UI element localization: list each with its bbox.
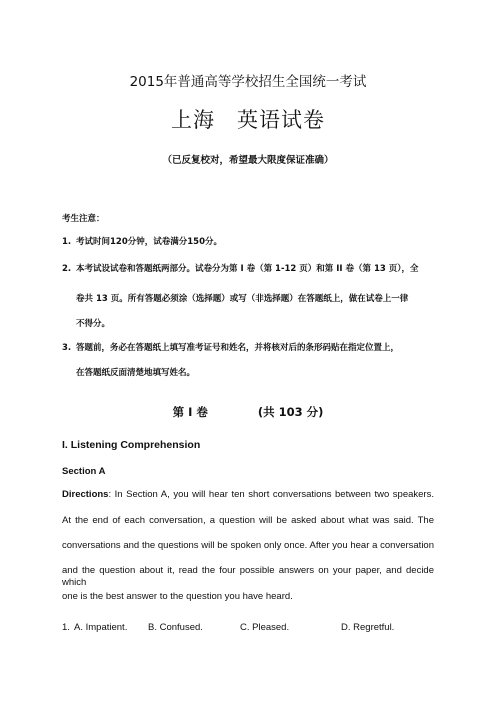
paper-title-region: 上海: [171, 108, 215, 132]
notice-item-2-line-3: 不得分。: [76, 319, 111, 329]
option-b: B. Confused.: [148, 622, 203, 633]
notice-item-text: 考试时间120分钟，试卷满分150分。: [76, 237, 222, 247]
part-title: [0, 404, 496, 420]
section-heading: I. Listening Comprehension: [62, 439, 201, 451]
notice-item-1: [62, 236, 222, 249]
subsection-heading: Section A: [62, 466, 106, 477]
option-a: A. Impatient.: [74, 622, 128, 633]
exam-title: 2015年普通高等学校招生全国统一考试: [129, 74, 367, 90]
notice-item-text: 本考试设试卷和答题纸两部分。试卷分为第 I 卷（第 1-12 页）和第 II 卷（第 13 页），全: [76, 264, 419, 274]
notice-item-text: 答题前，务必在答题纸上填写准考证号和姓名，并将核对后的条形码贴在指定位置上，: [76, 343, 400, 353]
directions-line-1: [62, 489, 434, 501]
notice-item-2: [62, 263, 419, 276]
notice-item-number: 1.: [62, 237, 72, 247]
notice-item-number: 2.: [62, 264, 72, 274]
notice-item-3: [62, 342, 399, 355]
part-label: 第 I 卷: [172, 405, 208, 419]
option-c: C. Pleased.: [240, 622, 290, 633]
directions-text: : In Section A, you will hear ten short conversations between two speakers.: [108, 489, 434, 500]
directions-line-3: conversations and the questions will be spoken only once. After you hear a conversation: [62, 540, 434, 551]
option-d: D. Regretful.: [341, 622, 395, 633]
notice-item-number: 3.: [62, 343, 72, 353]
paper-title-subject: 英语试卷: [237, 108, 325, 132]
directions-label: Directions: [62, 489, 109, 500]
notice-item-3-line-2: 在答题纸反面清楚地填写姓名。: [76, 368, 196, 378]
question-number: 1.: [62, 622, 70, 633]
part-score: (共 103 分): [257, 405, 324, 419]
notice-item-2-line-2: 卷共 13 页。所有答题必须涂（选择题）或写（非选择题）在答题纸上，做在试卷上一律: [76, 294, 409, 304]
directions-line-4: and the question about it, read the four possible answers on your paper, and decide which: [62, 565, 434, 588]
directions-line-5: one is the best answer to the question you have heard.: [62, 591, 293, 602]
notice-heading: 考生注意：: [62, 214, 105, 224]
directions-line-2: At the end of each conversation, a question will be asked about what was said. The: [62, 515, 434, 526]
paper-title: [0, 104, 496, 134]
proofread-note: （已反复校对，希望最大限度保证准确）: [162, 155, 334, 166]
